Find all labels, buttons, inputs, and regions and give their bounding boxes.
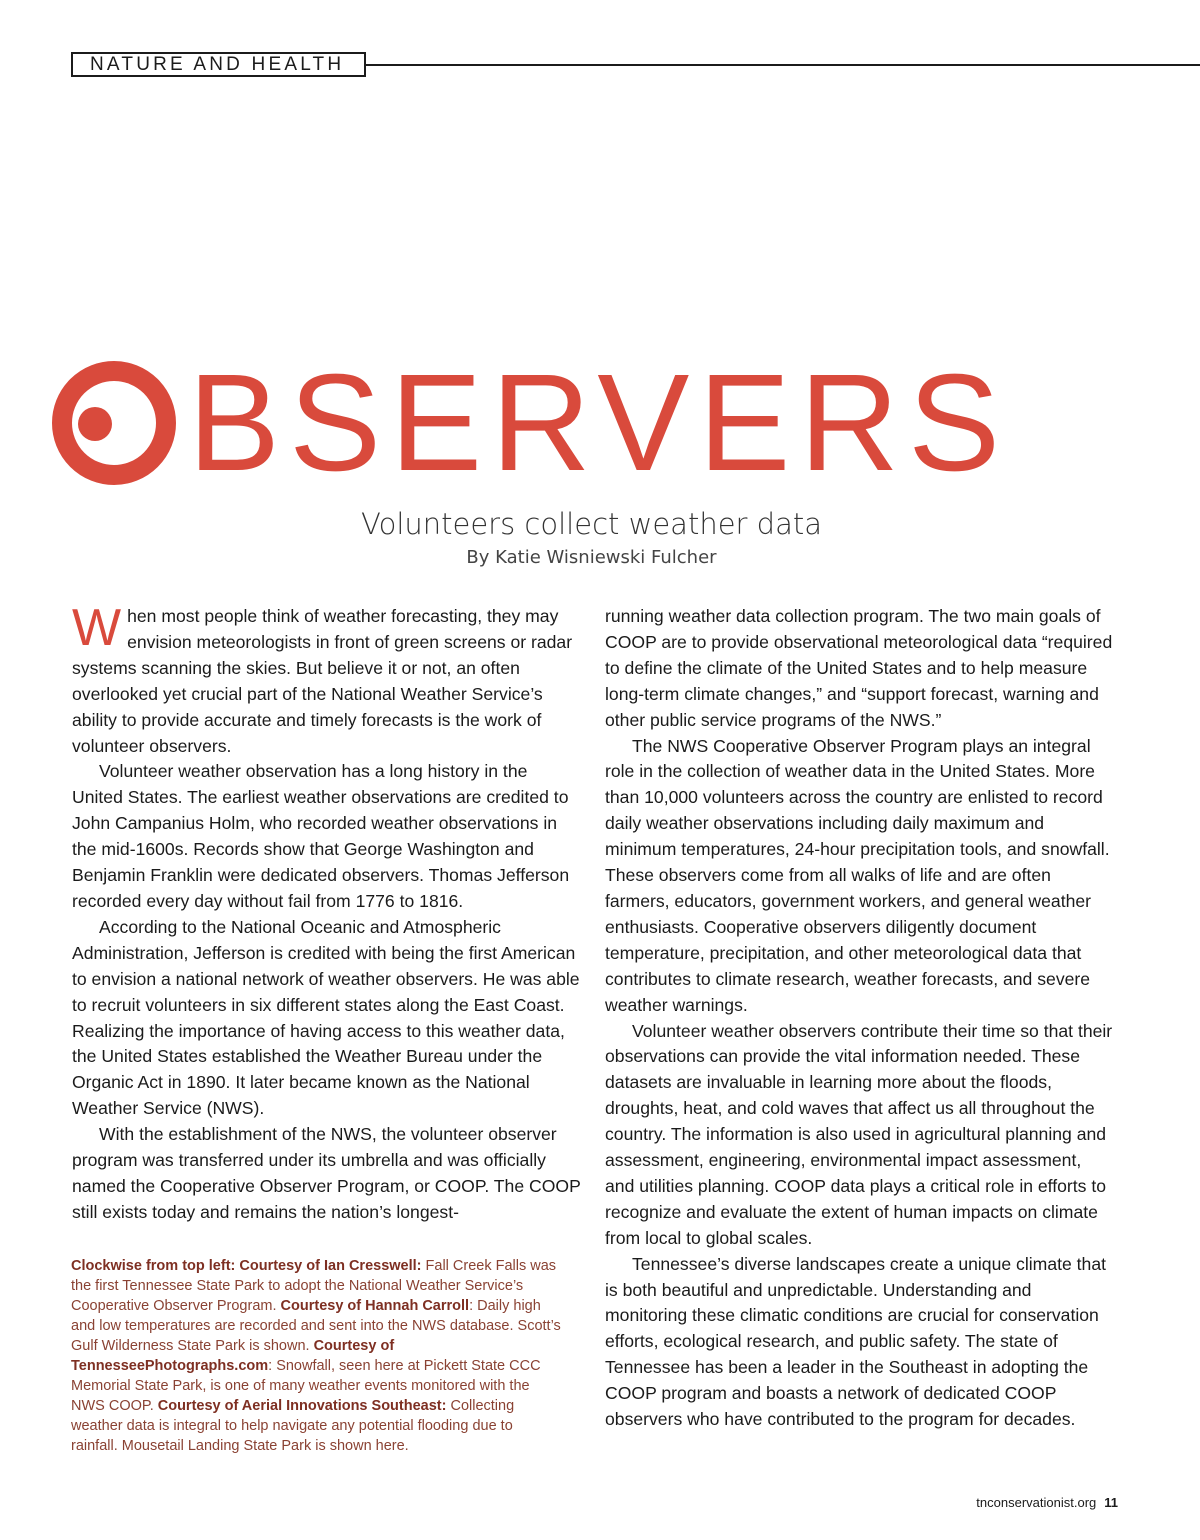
caption-credit: Clockwise from top left: Courtesy of Ian Cresswell: (71, 1258, 422, 1274)
byline: By Katie Wisniewski Fulcher (466, 547, 717, 568)
drop-cap: W (72, 599, 122, 657)
paragraph: Volunteer weather observation has a long history in the United States. The earliest weather observations are credited to John Campanius Holm, who recorded weather observations in the mid-1600s. Records show that George Washington and Benjamin Franklin were dedicated observers. Thomas Jefferson recorded every day without fail from 1776 to 1816. (72, 761, 570, 911)
title-text: BSERVERS (188, 346, 1010, 500)
paragraph-text: hen most people think of weather forecasting, they may envision meteorologists in front of green screens or radar systems scanning the skies. But believe it or not, an often overlooked yet crucial part of the National Weather Service’s ability to provide accurate and timely forecasts is the work of volunteer observers. (72, 606, 573, 756)
caption-credit: Courtesy of Aerial Innovations Southeast: (157, 1398, 447, 1414)
paragraph: The NWS Cooperative Observer Program plays an integral role in the collection of weather data in the United States. More than 10,000 volunteers across the country are enlisted to record daily weather observations including daily maximum and minimum temperatures, 24-hour precipitation tools, and snowfall. These observers come from all walks of life and are often farmers, educators, government workers, and general weather enthusiasts. Cooperative observers diligently document temperature, precipitation, and other meteorological data that contributes to climate research, weather forecasts, and severe weather warnings. (605, 735, 1110, 1015)
section-tag: NATURE AND HEALTH (71, 52, 366, 77)
subtitle: Volunteers collect weather data (360, 507, 822, 541)
paragraph: Tennessee’s diverse landscapes create a unique climate that is both beautiful and unpredictable. Understanding and monitoring these climatic conditions are crucial for conservation efforts, ecological research, and public safety. The state of Tennessee has been a leader in the Southeast in adopting the COOP program and boasts a network of dedicated COOP observers who have contributed to the program for decades. (605, 1253, 1107, 1430)
paragraph (72, 599, 582, 759)
caption-credit: Courtesy of TennesseePhotographs.com (71, 1338, 395, 1374)
paragraph: Volunteer weather observers contribute their time so that their observations can provide the vital information needed. These datasets are invaluable in learning more about the floods, droughts, heat, and cold waves that affect us all throughout the country. The information is also used in agricultural planning and assessment, engineering, environmental impact assessment, and utilities planning. COOP data plays a critical role in efforts to recognize and evaluate the extent of human impacts on climate from local to global scales. (605, 1020, 1113, 1248)
title-o-target-icon (52, 361, 176, 485)
article-title (52, 346, 1010, 500)
paragraph: running weather data collection program. The two main goals of COOP are to provide observational meteorological data “required to define the climate of the United States and to help measure long-term climate changes,” and “support forecast, warning and other public service programs of the NWS.” (605, 606, 1113, 730)
footer-site: tnconservationist.org (976, 1495, 1097, 1510)
caption-credit: Courtesy of Hannah Carroll (280, 1298, 470, 1314)
paragraph: With the establishment of the NWS, the volunteer observer program was transferred under its umbrella and was officially named the Cooperative Observer Program, or COOP. The COOP still exists today and remains the nation’s longest- (72, 1124, 581, 1222)
photo-caption (71, 1256, 561, 1456)
caption-text: : Snowfall, seen here at Pickett State CCC Memorial State Park, is one of many weather events monitored with the NWS COOP. (71, 1358, 541, 1414)
caption-text: Fall Creek Falls was the first Tennessee State Park to adopt the National Weather Service’s Cooperative Observer Program. (71, 1258, 557, 1314)
left-column (72, 599, 582, 1226)
caption-text: Collecting weather data is integral to help navigate any potential flooding due to rainfall. Mousetail Landing State Park is shown here. (71, 1398, 515, 1454)
caption-text: : Daily high and low temperatures are recorded and sent into the NWS database. Scott’s Gulf Wilderness State Park is shown. (71, 1298, 561, 1354)
right-column (605, 604, 1115, 1433)
page-number: 11 (1104, 1495, 1118, 1510)
page-footer (976, 1495, 1118, 1510)
paragraph: According to the National Oceanic and Atmospheric Administration, Jefferson is credited with being the first American to envision a national network of weather observers. He was able to recruit volunteers in six different states along the East Coast. Realizing the importance of having access to this weather data, the United States established the Weather Bureau under the Organic Act in 1890. It later became known as the National Weather Service (NWS). (72, 916, 580, 1119)
section-rule (366, 64, 1200, 66)
